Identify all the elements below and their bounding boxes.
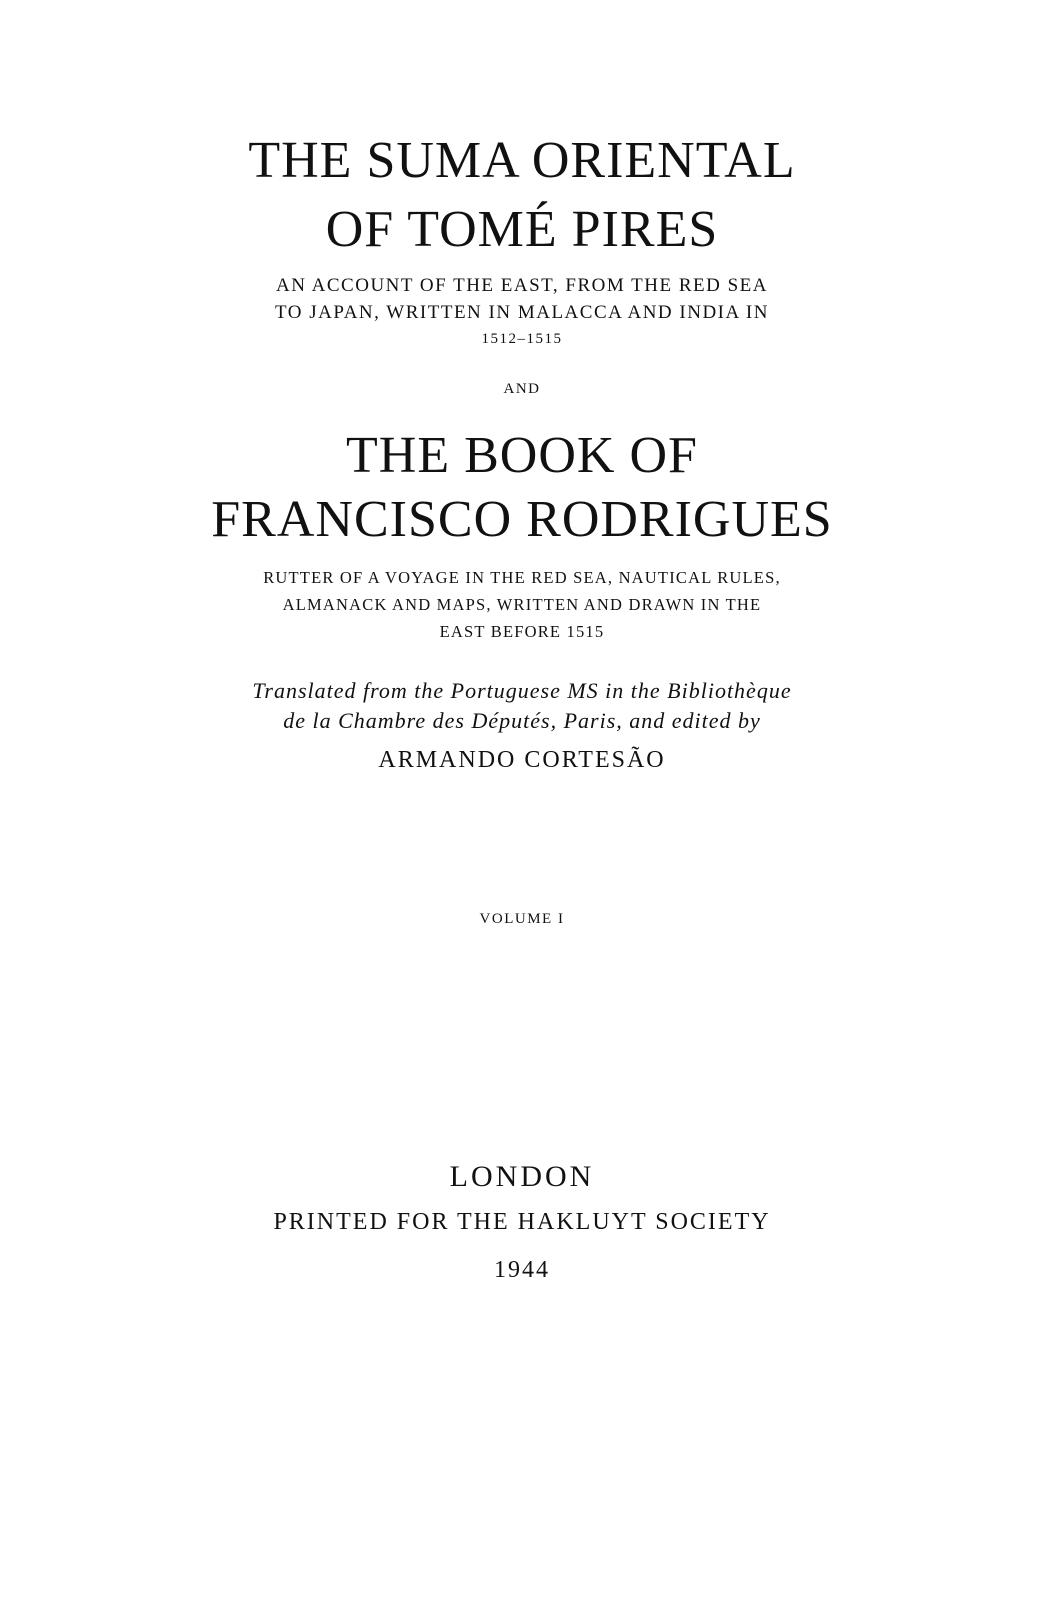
- subtitle-2-line-2: ALMANACK AND MAPS, WRITTEN AND DRAWN IN THE: [282, 595, 762, 614]
- imprint-year: 1944: [494, 1257, 550, 1283]
- translation-note-line-1: Translated from the Portuguese MS in the Bibliothèque: [252, 678, 792, 703]
- conjunction-and: AND: [503, 381, 541, 397]
- imprint-publisher: PRINTED FOR THE HAKLUYT SOCIETY: [273, 1209, 771, 1235]
- volume-label: VOLUME I: [479, 911, 565, 927]
- subtitle-1-line-1: AN ACCOUNT OF THE EAST, FROM THE RED SEA: [276, 275, 768, 296]
- main-title-line-1: THE SUMA ORIENTAL: [248, 132, 796, 189]
- translation-note-line-2: de la Chambre des Députés, Paris, and edited by: [283, 708, 761, 733]
- editor-name: ARMANDO CORTESÃO: [378, 747, 666, 773]
- second-title-line-2: FRANCISCO RODRIGUES: [211, 491, 833, 548]
- subtitle-2-line-1: RUTTER OF A VOYAGE IN THE RED SEA, NAUTICAL RULES,: [263, 568, 781, 587]
- subtitle-1-line-2: TO JAPAN, WRITTEN IN MALACCA AND INDIA IN: [275, 302, 769, 323]
- main-title-line-2: OF TOMÉ PIRES: [325, 201, 719, 258]
- imprint-city: LONDON: [449, 1160, 595, 1193]
- second-title-line-1: THE BOOK OF: [346, 427, 698, 484]
- subtitle-2-line-3: EAST BEFORE 1515: [439, 622, 605, 641]
- subtitle-1-dates: 1512–1515: [481, 331, 563, 347]
